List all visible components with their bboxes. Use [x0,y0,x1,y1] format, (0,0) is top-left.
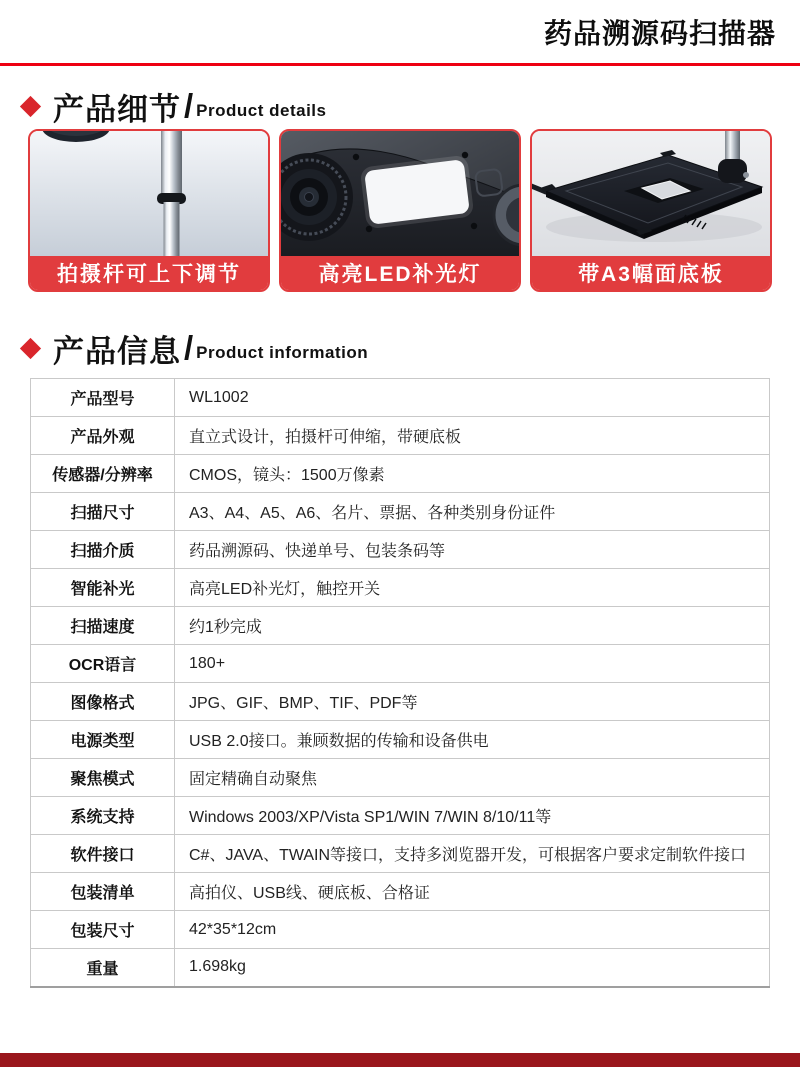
spec-value: CMOS，镜头：1500万像素 [175,455,770,493]
spec-row [31,417,770,455]
spec-value: USB 2.0接口。兼顾数据的传输和设备供电 [175,721,770,759]
section-title-zh: 产品细节 [53,91,181,127]
card-caption: 高亮LED补光灯 [281,256,519,290]
page-title: 药品溯源码扫描器 [543,18,776,49]
spec-row [31,607,770,645]
spec-label: 电源类型 [31,721,175,759]
spec-row [31,569,770,607]
spec-label: 智能补光 [31,569,175,607]
spec-row [31,683,770,721]
spec-row [31,531,770,569]
led-light-photo [281,131,519,256]
detail-card-led [279,129,521,292]
section-heading-details [18,87,800,127]
spec-label: 重量 [31,949,175,987]
spec-label: 包装清单 [31,873,175,911]
spec-label: 聚焦模式 [31,759,175,797]
spec-value: 药品溯源码、快递单号、包装条码等 [175,531,770,569]
spec-row [31,493,770,531]
footer-bar [0,1053,800,1067]
spec-row [31,645,770,683]
spec-row [31,873,770,911]
spec-label: 软件接口 [31,835,175,873]
page-header [0,0,800,66]
spec-value: Windows 2003/XP/Vista SP1/WIN 7/WIN 8/10/11等 [175,797,770,835]
spec-label: 产品外观 [31,417,175,455]
spec-table [30,378,770,988]
section-title-en: Product details [196,101,327,120]
spec-row [31,797,770,835]
section-title-en: Product information [196,343,369,362]
spec-value: A3、A4、A5、A6、名片、票据、各种类别身份证件 [175,493,770,531]
detail-cards-row [28,129,772,292]
spec-label: 传感器/分辨率 [31,455,175,493]
spec-row [31,835,770,873]
spec-label: 图像格式 [31,683,175,721]
card-caption: 带A3幅面底板 [532,256,770,290]
spec-value: 固定精确自动聚焦 [175,759,770,797]
spec-label: OCR语言 [31,645,175,683]
spec-value: 1.698kg [175,949,770,987]
spec-label: 扫描尺寸 [31,493,175,531]
section-heading-info [18,329,800,369]
diamond-icon [20,337,41,358]
spec-value: WL1002 [175,379,770,417]
spec-value: 约1秒完成 [175,607,770,645]
spec-label: 产品型号 [31,379,175,417]
spec-value: 直立式设计，拍摄杆可伸缩，带硬底板 [175,417,770,455]
spec-row [31,759,770,797]
a3-baseboard-photo [532,131,770,256]
spec-row [31,455,770,493]
spec-value: 高亮LED补光灯，触控开关 [175,569,770,607]
camera-pole-photo [30,131,268,256]
spec-row [31,379,770,417]
spec-value: C#、JAVA、TWAIN等接口，支持多浏览器开发，可根据客户要求定制软件接口 [175,835,770,873]
detail-card-pole [28,129,270,292]
title-underline [0,63,800,66]
spec-label: 系统支持 [31,797,175,835]
spec-label: 扫描介质 [31,531,175,569]
card-image-wrap [30,131,268,256]
detail-card-baseboard [530,129,772,292]
section-title-zh: 产品信息 [53,333,181,369]
spec-label: 扫描速度 [31,607,175,645]
spec-row [31,949,770,987]
card-image-wrap [532,131,770,256]
spec-row [31,911,770,949]
spec-value: 高拍仪、USB线、硬底板、合格证 [175,873,770,911]
spec-row [31,721,770,759]
spec-value: JPG、GIF、BMP、TIF、PDF等 [175,683,770,721]
spec-value: 42*35*12cm [175,911,770,949]
card-image-wrap [281,131,519,256]
section-title-slash: / [184,329,194,366]
diamond-icon [20,95,41,116]
card-caption: 拍摄杆可上下调节 [30,256,268,290]
spec-label: 包装尺寸 [31,911,175,949]
spec-value: 180+ [175,645,770,683]
section-title-slash: / [184,87,194,124]
